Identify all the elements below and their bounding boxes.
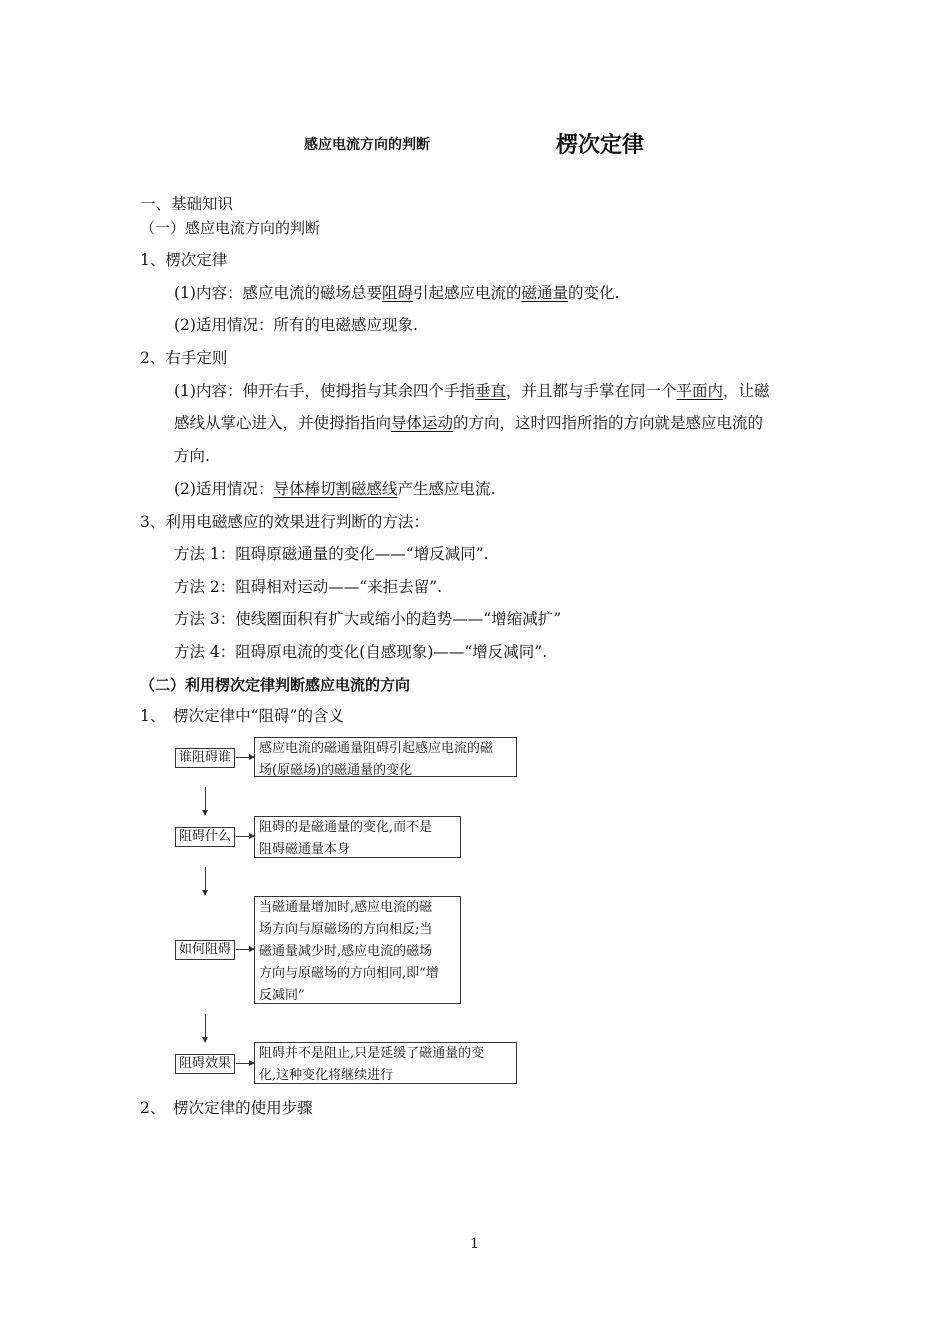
document-title: 楞次定律 — [556, 133, 645, 158]
item-heading-lenz-law: 1、楞次定律 — [140, 251, 228, 269]
flow-desc-how: 当磁通量增加时,感应电流的磁 场方向与原磁场的方向相反;当 磁通量减少时,感应电流的磁场 方向与原磁场的方向相同,即“增 反减同” — [254, 896, 461, 1004]
arrow-down-icon — [205, 867, 206, 895]
flow-desc-effect: 阻碍并不是阻止,只是延缓了磁通量的变 化,这种变化将继续进行 — [254, 1042, 517, 1084]
flow-label-who: 谁阻碍谁 — [175, 748, 235, 768]
flow-label-effect: 阻碍效果 — [175, 1054, 235, 1074]
underlined-term: 导体运动 — [391, 414, 454, 432]
underlined-term: 磁通量 — [521, 284, 569, 302]
underlined-term: 垂直 — [474, 382, 506, 400]
arrow-right-icon — [236, 1063, 254, 1064]
right-hand-rule-line-3: 方向. — [174, 447, 210, 465]
sub-heading-lenz-application: （二）利用楞次定律判断感应电流的方向 — [140, 676, 411, 694]
method-item: 方法 4：阻碍原电流的变化(自感现象)——“增反减同”. — [174, 643, 548, 661]
arrow-right-icon — [236, 757, 254, 758]
flow-label-how: 如何阻碍 — [175, 940, 235, 960]
underlined-term: 阻碍 — [381, 284, 413, 302]
item-heading-meaning: 1、 楞次定律中“阻碍”的含义 — [140, 707, 344, 725]
right-hand-rule-line-1: (1)内容：伸开右手，使拇指与其余四个手指垂直，并且都与手掌在同一个平面内，让磁 — [174, 382, 770, 400]
flow-desc-what: 阻碍的是磁通量的变化,而不是 阻碍磁通量本身 — [254, 816, 461, 858]
document-subtitle: 感应电流方向的判断 — [304, 137, 430, 153]
right-hand-rule-line-2: 感线从掌心进入，并使拇指指向导体运动的方向，这时四指所指的方向就是感应电流的 — [174, 414, 764, 432]
method-item: 方法 2：阻碍相对运动——“来拒去留”. — [174, 578, 443, 596]
item-heading-right-hand-rule: 2、右手定则 — [140, 349, 228, 367]
underlined-term: 导体棒切割磁感线 — [273, 480, 398, 498]
arrow-right-icon — [236, 836, 254, 837]
lenz-law-applicable: (2)适用情况：所有的电磁感应现象. — [174, 316, 418, 334]
arrow-right-icon — [236, 949, 254, 950]
item-heading-steps: 2、 楞次定律的使用步骤 — [140, 1099, 313, 1117]
method-item: 方法 3：使线圈面积有扩大或缩小的趋势——“增缩减扩” — [174, 610, 562, 628]
arrow-down-icon — [205, 787, 206, 815]
page-number: 1 — [470, 1236, 479, 1252]
flow-label-what: 阻碍什么 — [175, 827, 235, 847]
sub-heading-direction: （一）感应电流方向的判断 — [140, 219, 321, 237]
arrow-down-icon — [205, 1014, 206, 1042]
flow-desc-who: 感应电流的磁通量阻碍引起感应电流的磁 场(原磁场)的磁通量的变化 — [254, 737, 517, 777]
section-heading-basics: 一、基础知识 — [140, 195, 234, 213]
right-hand-rule-applicable: (2)适用情况：导体棒切割磁感线产生感应电流. — [174, 480, 496, 498]
method-item: 方法 1：阻碍原磁通量的变化——“增反减同”. — [174, 545, 489, 563]
lenz-law-content: (1)内容：感应电流的磁场总要阻碍引起感应电流的磁通量的变化. — [174, 284, 620, 302]
item-heading-methods: 3、利用电磁感应的效果进行判断的方法： — [140, 513, 429, 531]
underlined-term: 平面内 — [676, 382, 724, 400]
